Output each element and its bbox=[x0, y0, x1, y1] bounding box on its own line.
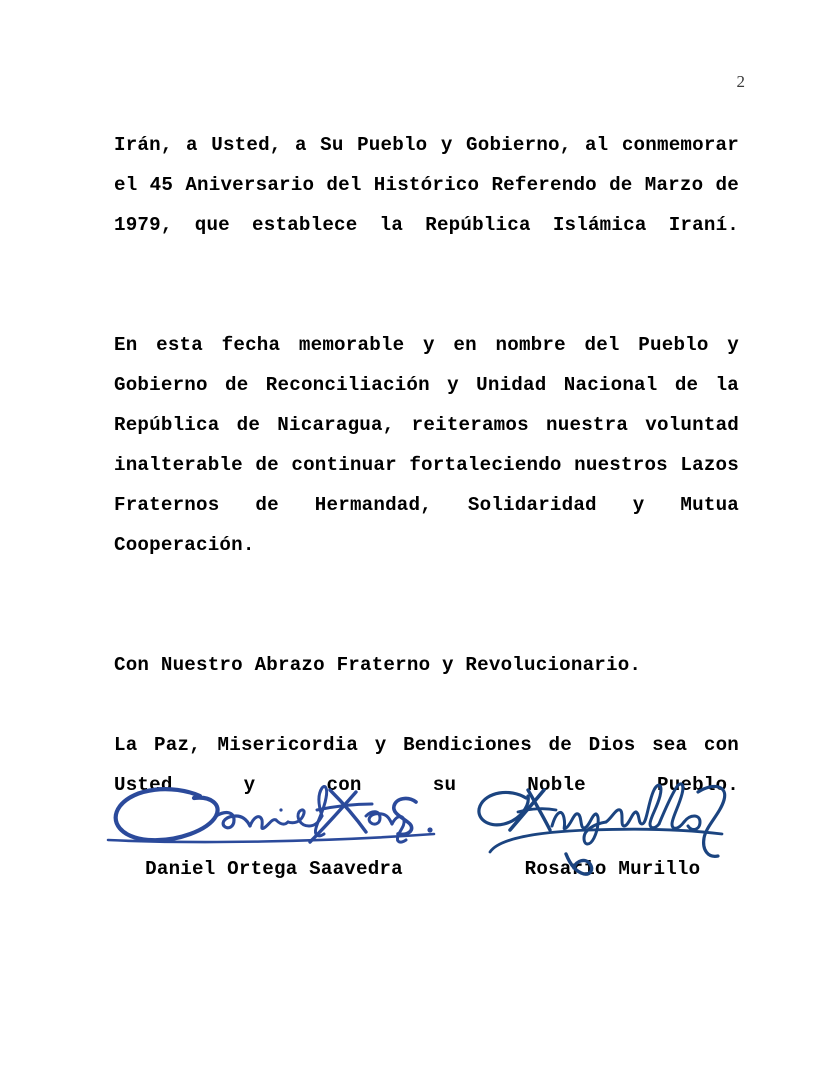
signature-area bbox=[0, 772, 825, 882]
letter-body bbox=[114, 125, 739, 845]
signature-name-murillo: Rosario Murillo bbox=[524, 858, 701, 880]
paragraph-3: Con Nuestro Abrazo Fraterno y Revolucionario. bbox=[114, 654, 642, 676]
handwritten-signature-ortega bbox=[104, 772, 444, 862]
paragraph-2: En esta fecha memorable y en nombre del Pueblo y Gobierno de Reconciliación y Unidad Nacional de la República de Nicaragua, reiteramos nuestra voluntad inalterable de continuar fortaleciendo nuestros Lazos Fraternos de Hermandad, Solidaridad y Mutua Cooperación. bbox=[114, 334, 739, 556]
paragraph-4: La Paz, Misericordia y Bendiciones de Dios sea con Usted y con su Noble Pueblo. bbox=[114, 734, 739, 796]
page-number: 2 bbox=[736, 72, 745, 91]
handwritten-signature-murillo bbox=[470, 772, 755, 862]
signature-block-ortega bbox=[104, 772, 444, 882]
signature-block-murillo bbox=[470, 772, 755, 882]
paragraph-1: Irán, a Usted, a Su Pueblo y Gobierno, al conmemorar el 45 Aniversario del Histórico Referendo de Marzo de 1979, que establece la República Islámica Iraní. bbox=[114, 134, 739, 236]
signature-name-ortega: Daniel Ortega Saavedra bbox=[145, 858, 403, 880]
